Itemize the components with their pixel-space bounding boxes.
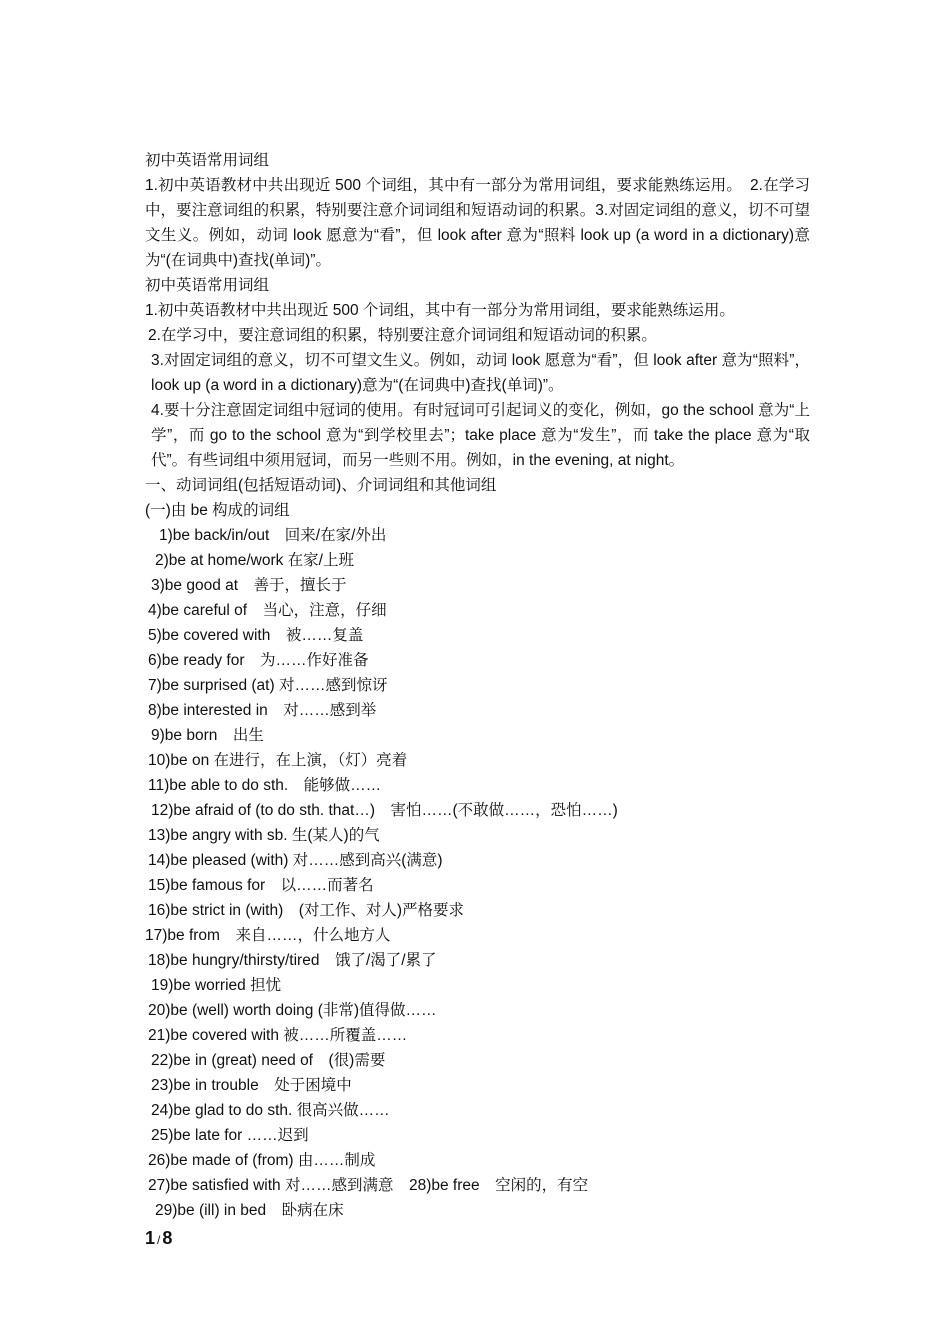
text-line: 初中英语常用词组 — [145, 277, 270, 294]
text-line: 21)be covered with 被……所覆盖…… — [148, 1027, 408, 1044]
text-line: 10)be on 在进行，在上演，（灯）亮着 — [148, 752, 408, 769]
text-line: 13)be angry with sb. 生(某人)的气 — [148, 827, 380, 844]
text-line: 4)be careful of 当心，注意，仔细 — [148, 602, 387, 619]
text-line: 2)be at home/work 在家/上班 — [155, 552, 354, 569]
text-line: 3)be good at 善于，擅长于 — [151, 577, 347, 594]
text-line: 24)be glad to do sth. 很高兴做…… — [151, 1102, 390, 1119]
text-line: (一)由 be 构成的词组 — [145, 502, 290, 519]
text-line: 4.要十分注意固定词组中冠词的使用。有时冠词可引起词义的变化，例如，go the school 意为“上学”，而 go to the school 意为“到学校里去”；take place 意为“发生”，而 take the place 意为“取代”。有些词组中须用冠词，而另一些则不用。例如，in the evening, at night。 — [151, 402, 810, 469]
text-line: 11)be able to do sth. 能够做…… — [148, 777, 382, 794]
text-line: 5)be covered with 被……复盖 — [148, 627, 364, 644]
text-line: 23)be in trouble 处于困境中 — [151, 1077, 352, 1094]
page-total: 8 — [162, 1228, 173, 1248]
text-line: 17)be from 来自……，什么地方人 — [145, 927, 391, 944]
page-number — [145, 1228, 172, 1249]
page-current: 1 — [145, 1228, 156, 1248]
text-line: 7)be surprised (at) 对……感到惊讶 — [148, 677, 388, 694]
text-line: 一、动词词组(包括短语动词)、介词词组和其他词组 — [145, 477, 497, 494]
text-line: 9)be born 出生 — [151, 727, 264, 744]
text-line: 6)be ready for 为……作好准备 — [148, 652, 369, 669]
text-line: 8)be interested in 对……感到举 — [148, 702, 377, 719]
text-line: 18)be hungry/thirsty/tired 饿了/渴了/累了 — [148, 952, 437, 969]
text-line: 1.初中英语教材中共出现近 500 个词组，其中有一部分为常用词组，要求能熟练运用。 2.在学习中，要注意词组的积累，特别要注意介词词组和短语动词的积累。3.对固定词组的意义，切不可望文生义。例如，动词 look 愿意为“看”，但 look after 意为“照料 look up (a word in a dictionary)意为“(在词典中)查找(单词)”。 — [145, 177, 810, 269]
text-line: 25)be late for ……迟到 — [151, 1127, 309, 1144]
text-line: 15)be famous for 以……而著名 — [148, 877, 374, 894]
text-line: 16)be strict in (with) (对工作、对人)严格要求 — [148, 902, 465, 919]
text-line: 22)be in (great) need of (很)需要 — [151, 1052, 386, 1069]
text-line: 1)be back/in/out 回来/在家/外出 — [159, 527, 387, 544]
text-line: 12)be afraid of (to do sth. that…) 害怕……(不敢做……，恐怕……) — [151, 802, 618, 819]
text-line: 初中英语常用词组 — [145, 152, 270, 169]
text-line: 2.在学习中，要注意词组的积累，特别要注意介词词组和短语动词的积累。 — [148, 327, 657, 344]
page-separator: / — [157, 1233, 161, 1247]
text-line: 3.对固定词组的意义，切不可望文生义。例如，动词 look 愿意为“看”，但 look after 意为“照料”，look up (a word in a dictionary)意为“(在词典中)查找(单词)”。 — [151, 352, 810, 394]
document-body — [145, 148, 810, 1223]
text-line: 29)be (ill) in bed 卧病在床 — [155, 1202, 344, 1219]
text-line: 20)be (well) worth doing (非常)值得做…… — [148, 1002, 437, 1019]
text-line: 1.初中英语教材中共出现近 500 个词组，其中有一部分为常用词组，要求能熟练运用。 — [145, 302, 735, 319]
text-line: 14)be pleased (with) 对……感到高兴(满意) — [148, 852, 443, 869]
text-line: 27)be satisfied with 对……感到满意 28)be free 空闲的，有空 — [148, 1177, 589, 1194]
text-line: 19)be worried 担忧 — [151, 977, 282, 994]
text-line: 26)be made of (from) 由……制成 — [148, 1152, 376, 1169]
